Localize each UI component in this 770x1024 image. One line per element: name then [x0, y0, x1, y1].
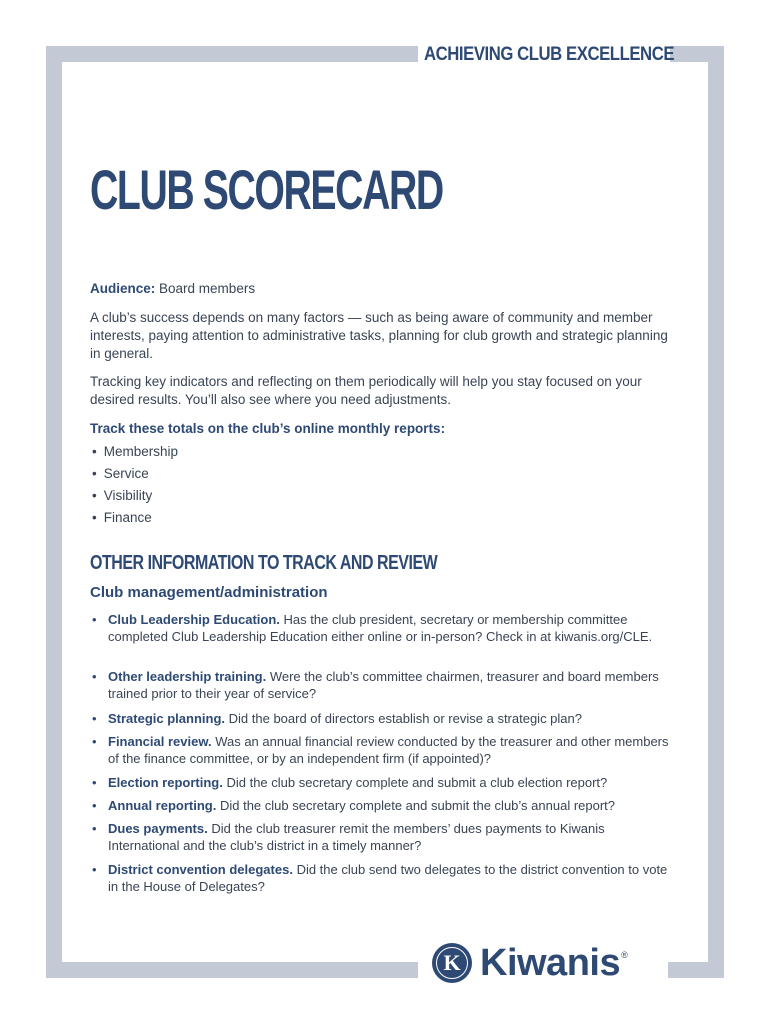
totals-heading — [90, 420, 670, 438]
checklist-item — [92, 774, 670, 791]
item-term: Club Leadership Education. — [108, 612, 280, 627]
item-term: Election reporting. — [108, 775, 223, 790]
checklist-item — [92, 797, 670, 814]
totals-item-membership: • Membership — [92, 443, 178, 461]
checklist-item — [92, 611, 670, 645]
item-term: Financial review. — [108, 734, 212, 749]
audience-line — [90, 280, 670, 298]
item-text: Did the club treasurer remit the members’ dues payments to Kiwanis International and the club’s district in a timely manner? — [108, 821, 605, 853]
section-subheading: Club management/administration — [90, 584, 328, 601]
checklist-item — [92, 710, 670, 727]
page-title: CLUB SCORECARD — [90, 158, 443, 221]
item-term: Other leadership training. — [108, 669, 267, 684]
intro-paragraph-1: A club’s success depends on many factors — such as being aware of community and member interests, paying attention to administrative tasks, planning for club growth and strategic planning in general. — [90, 310, 668, 361]
section-heading: OTHER INFORMATION TO TRACK AND REVIEW — [90, 552, 438, 574]
item-text: Were the club’s committee chairmen, treasurer and board members trained prior to their year of service? — [108, 669, 659, 701]
bullet-icon: • — [92, 862, 97, 877]
item-text: Did the club secretary complete and submit the club’s annual report? — [219, 798, 616, 813]
item-text: Did the club send two delegates to the district convention to vote in the House of Delegates? — [108, 862, 668, 894]
bullet-icon: • — [92, 669, 97, 684]
item-text: Did the board of directors establish or revise a strategic plan? — [228, 711, 582, 726]
totals-item-finance: • Finance — [92, 509, 152, 527]
bullet-icon: • — [92, 612, 97, 627]
totals-item-service: • Service — [92, 465, 149, 483]
bullet-icon: • — [92, 775, 97, 790]
item-text: Has the club president, secretary or membership committee completed Club Leadership Education either online or in-person? Check in at kiwanis.org/CLE. — [108, 612, 653, 644]
item-text: Was an annual financial review conducted by the treasurer and other members of the finance committee, or by an independent firm (if appointed)? — [108, 734, 669, 766]
item-term: Dues payments. — [108, 821, 208, 836]
bullet-icon: • — [92, 798, 97, 813]
item-term: Strategic planning. — [108, 711, 226, 726]
kiwanis-logo — [432, 940, 628, 986]
item-text: Did the club secretary complete and submit a club election report? — [226, 775, 608, 790]
totals-heading-text: Track these totals on the club’s online monthly reports: — [90, 421, 446, 436]
audience-value: Board members — [159, 281, 256, 296]
checklist-item — [92, 733, 670, 767]
checklist-item — [92, 820, 670, 854]
header-tag: ACHIEVING CLUB EXCELLENCE — [424, 44, 675, 65]
kiwanis-seal-icon: K — [432, 943, 472, 983]
item-term: Annual reporting. — [108, 798, 217, 813]
totals-item-visibility: • Visibility — [92, 487, 152, 505]
item-term: District convention delegates. — [108, 862, 293, 877]
intro-paragraph-2: Tracking key indicators and reflecting on them periodically will help you stay focused on your desired results. You’ll also see where you need adjustments. — [90, 374, 642, 407]
logo-wordmark: Kiwanis — [480, 942, 621, 984]
checklist-item — [92, 861, 670, 895]
bullet-icon: • — [92, 821, 97, 836]
bullet-icon: • — [92, 711, 97, 726]
checklist-item — [92, 668, 670, 702]
registered-mark: ® — [621, 950, 628, 960]
audience-label: Audience: — [90, 281, 156, 296]
bullet-icon: • — [92, 734, 97, 749]
